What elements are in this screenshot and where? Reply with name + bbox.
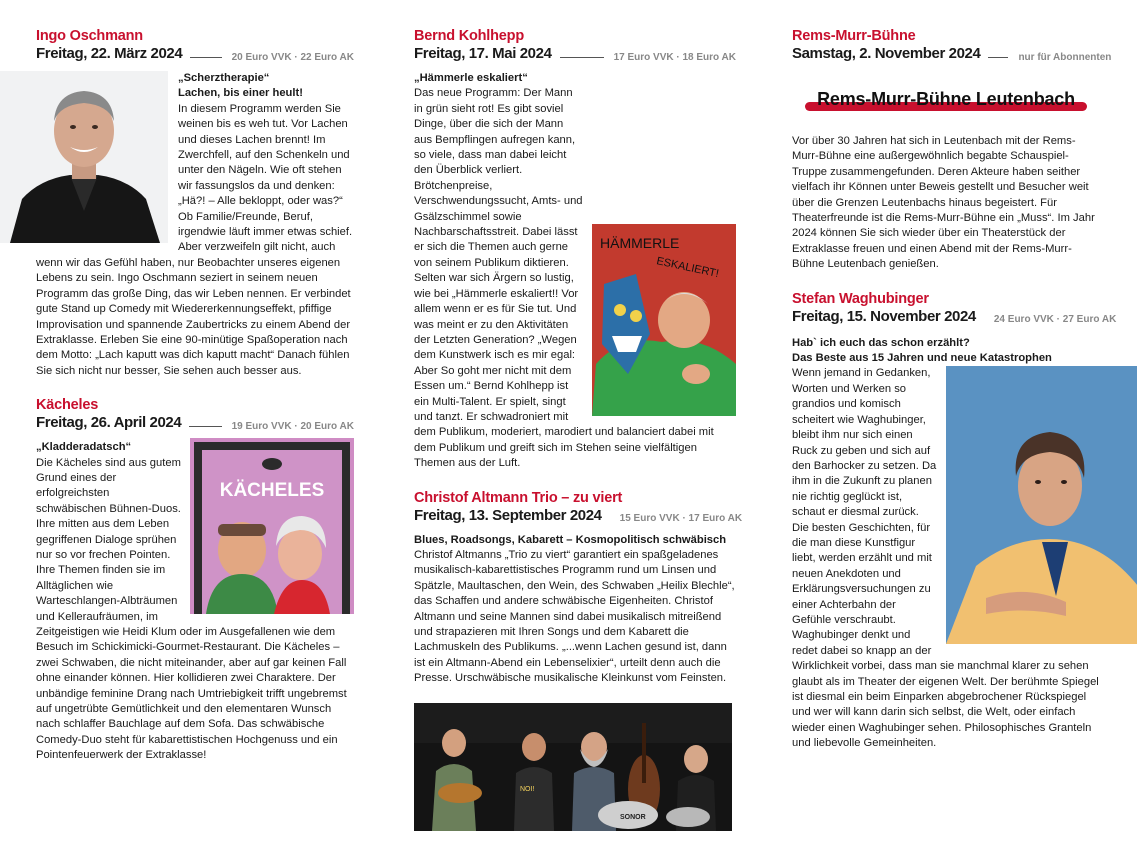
event-date: Freitag, 22. März 2024 — [36, 45, 183, 62]
photo-caption-title: HÄMMERLE — [600, 235, 680, 252]
event-headline: „Hämmerle eskaliert“ — [414, 72, 528, 84]
event-kohlhepp — [414, 28, 736, 472]
event-date: Freitag, 13. September 2024 — [414, 506, 602, 524]
photo-altmann-band — [414, 703, 732, 831]
event-dateline — [36, 414, 354, 432]
event-price: 24 Euro VVK · 27 Euro AK — [993, 314, 1117, 326]
event-text — [36, 440, 354, 764]
event-name: Christof Altmann Trio – zu viert — [414, 489, 623, 506]
event-name: Ingo Oschmann — [36, 28, 143, 44]
event-price: 15 Euro VVK · 17 Euro AK — [619, 513, 743, 525]
event-price: 20 Euro VVK · 22 Euro AK — [231, 51, 354, 63]
event-price: 17 Euro VVK · 18 Euro AK — [613, 51, 736, 63]
event-dateline — [414, 506, 743, 525]
event-price: 19 Euro VVK · 20 Euro AK — [231, 420, 354, 432]
event-text — [792, 134, 1100, 273]
column-right — [792, 28, 1117, 770]
event-body: Die Kächeles sind aus gutem Grund eines der erfolgreichsten schwäbischen Bühnen-Duos. Ihre mitten aus dem Leben gegriffenen Dialoge sprühen nur so vor frechen Pointen. Ihre Themen finden sie im Alltäglichen wie Warteschlangen-Albträumen und Kelleraufräumen, im Zeitgeistigen wie Heidi Klum oder im Ausgefallenen wie dem Besuch im Schickimicki-Gourmet-Restaurant. Die Kächeles – zwei Schwaben, die nicht miteinander, aber auf gar keinen Fall ohne einander können. Hier kollidieren zwei Charaktere. Der unbändige feminine Drang nach Umtriebigkeit trifft ungebremst auf ungetrübte Gemütlichkeit und den elementaren Wunsch nach schlaffer Bauchlage auf dem Sofa. Das schwäbische Comedy-Duo steht für kabarettistischen Hochgenuss und ein Pointenfeuerwerk der Extraklasse! — [36, 456, 347, 762]
event-oschmann — [36, 28, 354, 379]
event-headline: „Scherztherapie“ — [178, 72, 270, 84]
event-body: Vor über 30 Jahren hat sich in Leutenbach mit der Rems-Murr-Bühne eine außergewöhnlich begabte Schauspiel-Truppe zusammengefunden. Deren Akteure haben seither vielfach ihr Können unter Beweis gestellt und Besucher weit über die Grenzen Leutenbachs hinaus begeistert. Für Theaterfreunde ist die Rems-Murr-Bühne ein „Muss“. Im Jahr 2024 können Sie sich wieder über ein Theaterstück der Extraklasse freuen und einen Abend mit der Rems-Murr-Bühne Leutenbach genießen. — [792, 135, 1095, 271]
photo-kohlhepp — [592, 224, 736, 416]
svg-text:NOI!: NOI! — [520, 785, 535, 793]
event-date: Samstag, 2. November 2024 — [792, 45, 981, 62]
event-text — [414, 71, 736, 472]
event-headline: Blues, Roadsongs, Kabarett – Kosmopolitisch schwäbisch — [414, 533, 727, 546]
event-body: Wenn jemand in Gedanken, Worten und Werken so grandios und komisch scheitert wie Waghubinger, bleibt ihm nur sich einen Ruck zu geben und sich auf den Barhocker zu setzen. Da ihm in die Zukunft zu planen nie richtig geglückt ist, schaut er diesmal zurück. Die besten Geschichten, für die man diese Kunstfigur liebt, werden erzählt und mit neuen Anekdoten und Erklärungsversuchungen zu einer Achterbahn der Gefühle verschraubt. Waghubinger denkt und redet dabei so knapp an der Wirklichkeit vorbei, dass man sie manchmal klarer zu sehen glaubt als im Theater der eigenen Welt. Der berühmte Spiegel ist diesmal ein beim Einparken abgebrochener Rückspiegel und wer will kann darin sich selbst, die Welt, oder einfach wieder einen Waghubinger sehen. Philosophisches Granteln und liebevolle Gemeinheiten. — [792, 367, 1099, 750]
rems-murr-banner — [805, 87, 1087, 112]
photo-kaecheles — [190, 438, 354, 614]
event-date: Freitag, 26. April 2024 — [36, 414, 182, 432]
drum-logo: SONOR — [620, 813, 646, 821]
column-left — [36, 28, 354, 782]
event-date: Freitag, 15. November 2024 — [792, 307, 976, 325]
event-headline: Hab` ich euch das schon erzählt? — [792, 336, 970, 349]
divider-rule — [190, 57, 221, 58]
event-dateline — [792, 307, 1117, 326]
event-text — [36, 71, 354, 379]
event-body: In diesem Programm werden Sie weinen bis es weh tut. Vor Lachen und dieses Lachen brennt! Im Zwerchfell, auf den Schenkeln und unter den Nägeln. Wie oft stehen wir fassungslos da und denken: „Hä?! – Alle bekloppt, oder was?“ Ob Familie/Freunde, Beruf, irgendwie läuft immer etwas schief. Aber verzweifeln gilt nicht, auch wenn wir das Gefühl haben, nur Beobachter unseres eigenen Lebens zu sein. Ingo Oschmann seziert in seinem neuen Programm das große Ding, das wir Leben nennen. Er verbindet gute Stand up Comedy mit Wiedererkennungseffekt, pfiffige Improvisation und spannende Zaubertricks zu einem Abend der Extraklasse. Erleben Sie eine 90-minütige Spaßoperation nach dem Motto: „Lach kaputt was dich kaputt macht“ Danach fühlen Sie sich nicht nur besser, Sie sehen auch besser aus. — [36, 102, 353, 377]
event-remsmurr — [792, 28, 1112, 273]
event-name: Stefan Waghubinger — [792, 290, 929, 307]
event-text — [414, 533, 736, 687]
column-middle — [414, 28, 743, 849]
banner-wrap — [792, 87, 1100, 112]
banner-text: Rems-Murr-Bühne Leutenbach — [817, 89, 1075, 109]
event-subheadline: Lachen, bis einer heult! — [178, 87, 303, 100]
event-subheadline: Das Beste aus 15 Jahren und neue Katastrophen — [792, 352, 1052, 365]
event-altmann — [414, 489, 743, 831]
event-date: Freitag, 17. Mai 2024 — [414, 45, 552, 62]
photo-caption: KÄCHELES — [219, 480, 325, 502]
event-headline: „Kladderadatsch“ — [36, 441, 132, 454]
divider-rule — [560, 57, 604, 58]
event-dateline — [36, 45, 354, 63]
event-waghubinger — [792, 290, 1117, 752]
divider-rule — [189, 426, 221, 427]
photo-caption-subtitle: ESKALIERT! — [655, 255, 720, 281]
event-body: Christof Altmanns „Trio zu viert“ garantiert ein spaßgeladenes musikalisch-kabarettistisches Programm rund um Linsen und Spätzle, Maultaschen, den Wein, des Schwaben „Heilix Blechle“, das Schaffen und andere schwäbische Eigenheiten. Christof Altmann und seine Mannen sind dabei musikalisch mitreißend und strapazieren mit Ihren Songs und dem Kabarett die Lachmuskeln des Publikums. „...wenn Lachen gesund ist, dann ist ein Altmann-Abend ein Lebenselixier“, urteilt denn auch die Presse. Urschwäbische musikalische Kleinkunst vom Feinsten. — [414, 548, 735, 685]
event-name: Rems-Murr-Bühne — [792, 28, 916, 44]
event-name: Bernd Kohlhepp — [414, 28, 524, 44]
event-name: Kächeles — [36, 397, 99, 414]
event-text — [792, 336, 1100, 752]
event-price: nur für Abonnenten — [1018, 51, 1112, 63]
event-dateline — [414, 45, 736, 63]
photo-waghubinger — [946, 366, 1137, 644]
divider-rule — [988, 57, 1008, 58]
event-dateline — [792, 45, 1112, 63]
photo-oschmann — [0, 71, 168, 243]
event-body: Das neue Programm: Der Mann in grün sieht rot! Es gibt soviel Dinge, über die sich der Mann aus Bempflingen aufregen kann, so viele, dass man dabei leicht den Überblick verliert. Brötchenpreise, Verschwendungssucht, Amts- und Gsälzschimmel sowie Nachbarschaftsstreit. Dabei lässt er sich die Themen auch gerne von seinem Publikum diktieren. Selten war sich Ärgern so lustig, wie bei „Hämmerle eskaliert!! Vor allem wenn er es für Sie tut. Und was meint er zu den Aktivitäten der Letzten Generation? „Wegen dem Kunstwerk isch es mir egal: Aber So goht mer nicht mit dem Essen um.“ Bernd Kohlhepp ist ein Multi-Talent. Er spielt, singt und tanzt. Er schwadroniert mit dem Publikum, moderiert, marodiert und balanciert dabei mit dem Publikum und greift sich im Stehen seine vielfältigen Themen aus der Luft. — [414, 87, 714, 470]
event-kaecheles — [36, 397, 354, 764]
